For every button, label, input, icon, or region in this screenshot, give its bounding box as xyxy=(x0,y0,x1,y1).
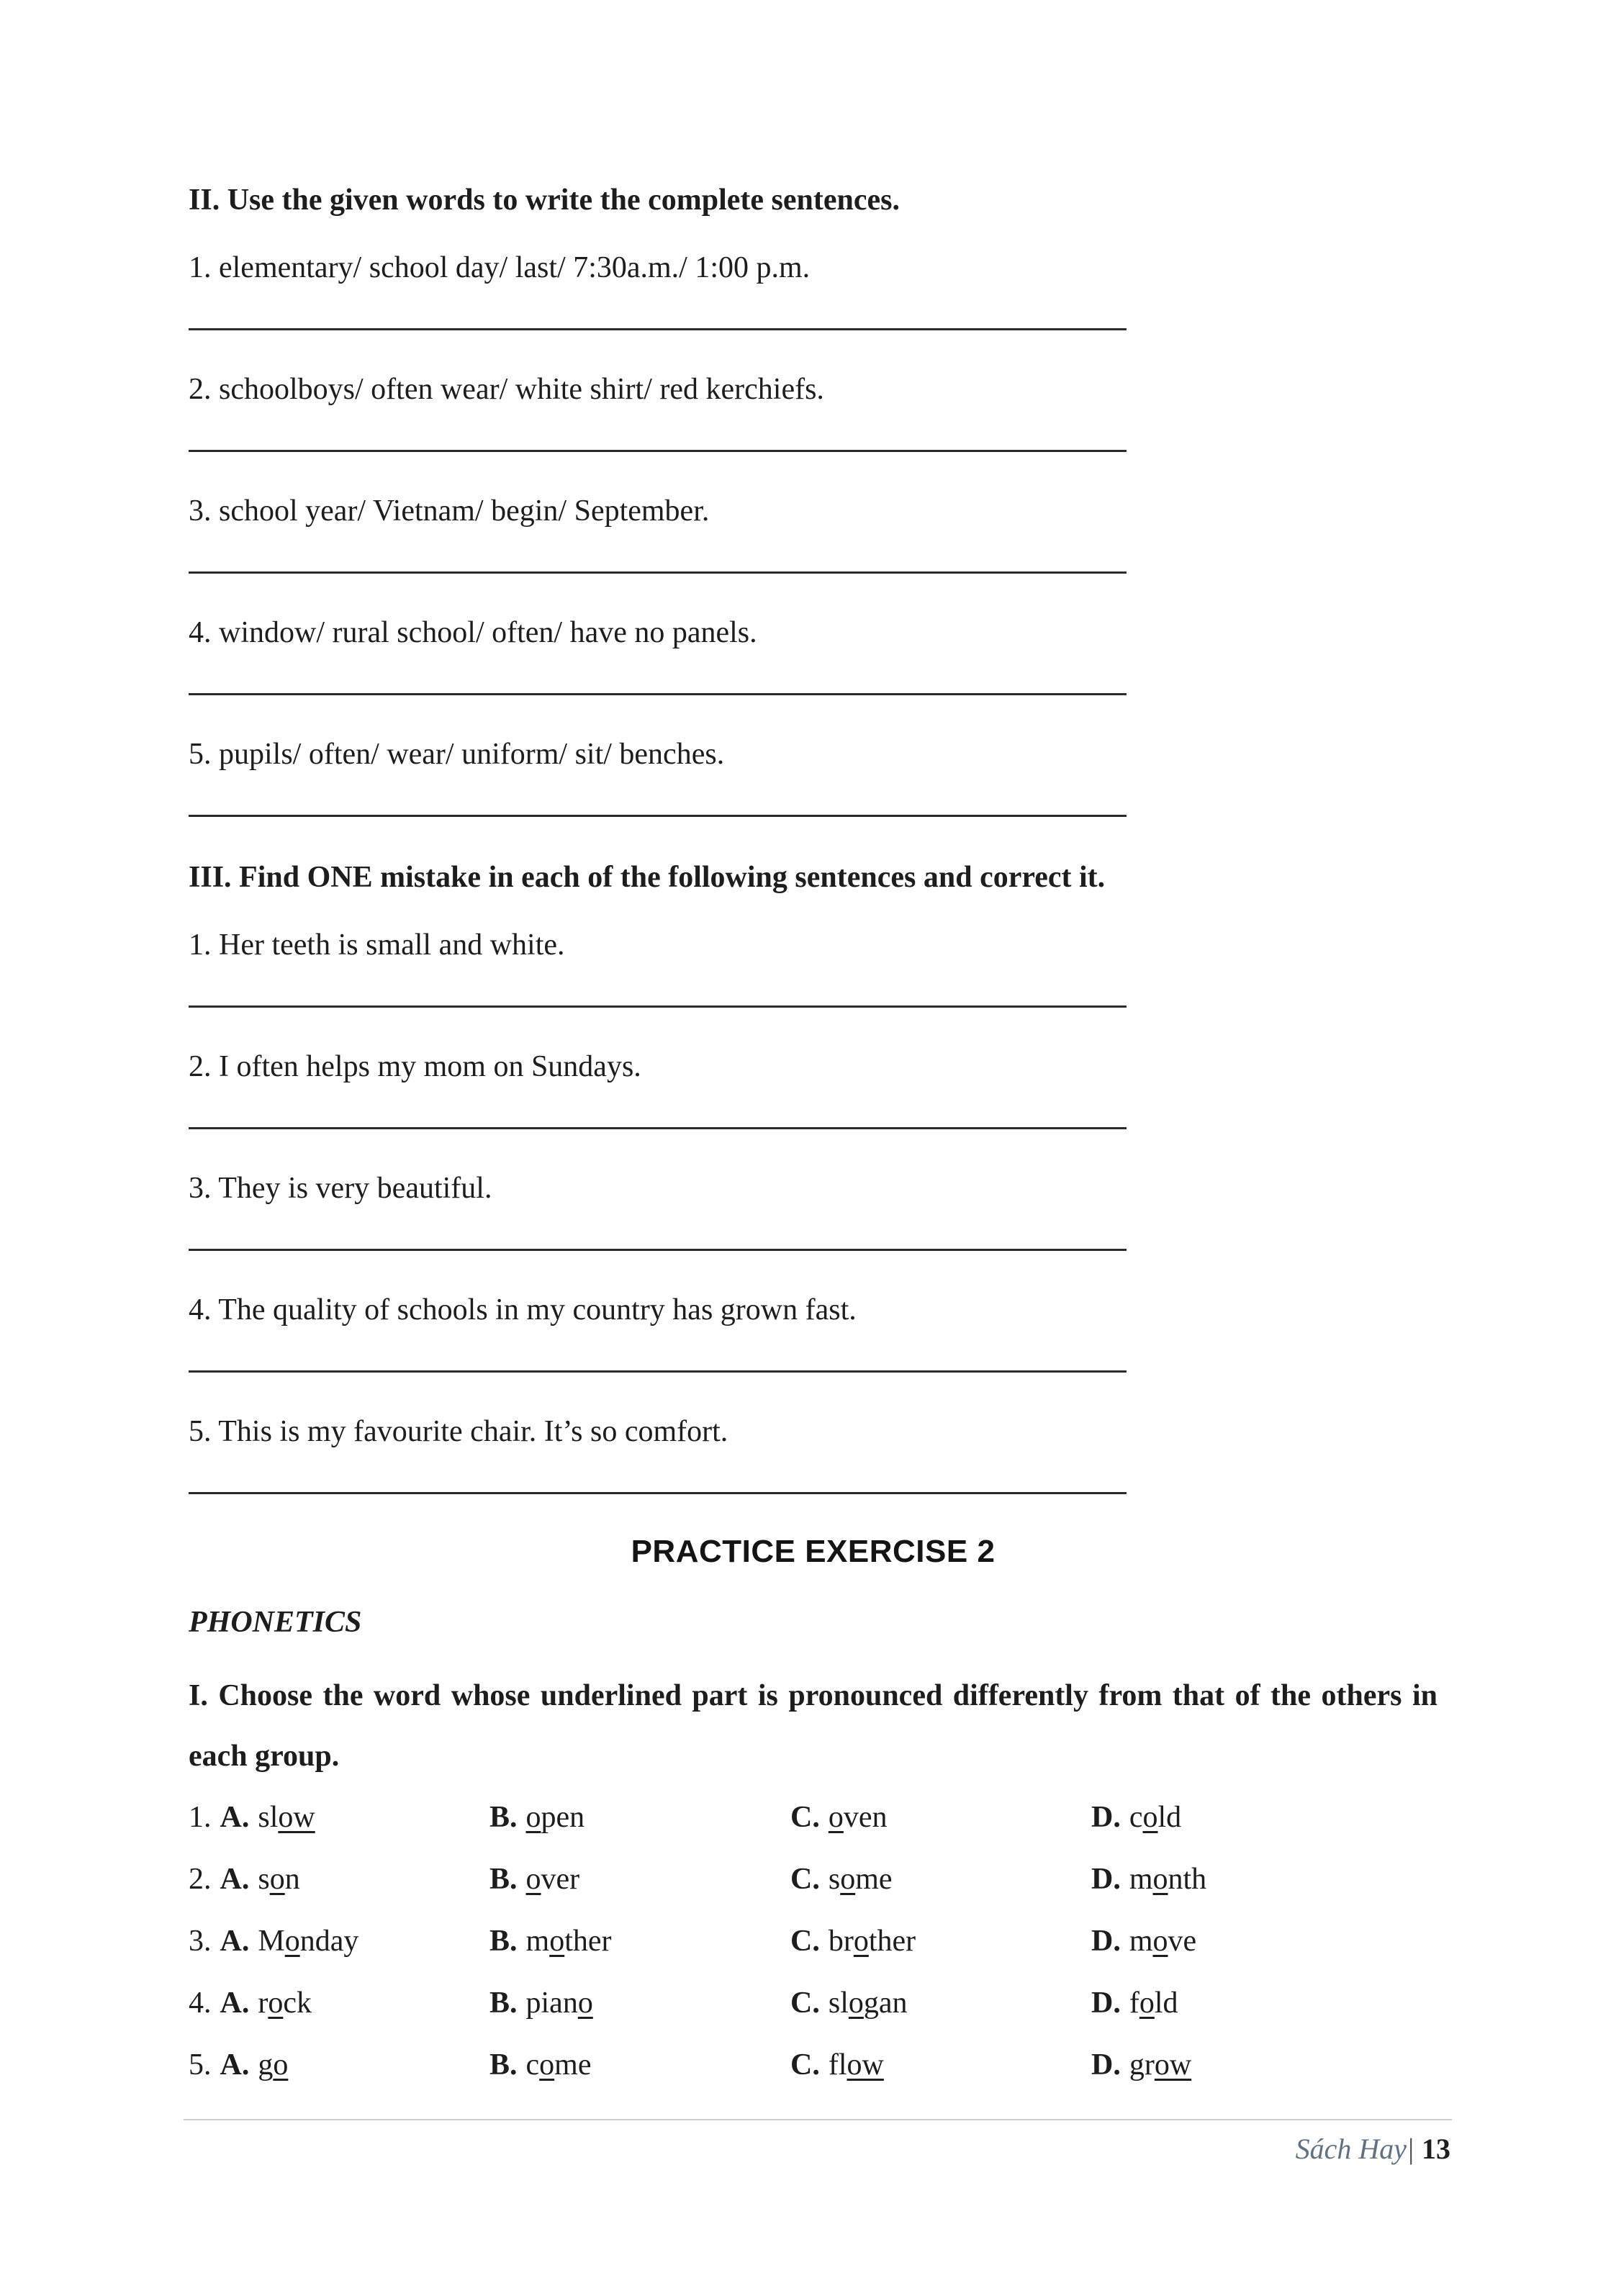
word-underlined: o xyxy=(848,1987,864,2020)
option-letter: B. xyxy=(489,1925,518,1958)
option-c xyxy=(790,2034,1091,2096)
answer-blank-line xyxy=(189,571,1127,574)
qa-item xyxy=(189,736,1437,817)
qa-item xyxy=(189,1413,1437,1494)
option-letter: C. xyxy=(790,2048,820,2082)
word-underlined: ow xyxy=(1154,2048,1192,2082)
option-b xyxy=(489,1786,790,1848)
word-pre: M xyxy=(258,1925,285,1958)
row-number: 1. xyxy=(189,1801,212,1834)
word-post: me xyxy=(855,1863,893,1896)
option-letter: C. xyxy=(790,1863,820,1896)
option-c xyxy=(790,1910,1091,1972)
footer-separator: | xyxy=(1407,2133,1414,2165)
qa-item xyxy=(189,926,1437,1008)
answer-blank-line xyxy=(189,1127,1127,1129)
qa-item xyxy=(189,1048,1437,1129)
prompt-sentence: 4. window/ rural school/ often/ have no panels. xyxy=(189,616,757,649)
qa-item xyxy=(189,614,1437,695)
option-d xyxy=(1091,1972,1437,2034)
word-pre: sl xyxy=(828,1987,849,2020)
page-number: 13 xyxy=(1422,2133,1450,2165)
word-post: nday xyxy=(299,1925,359,1958)
word-pre: pian xyxy=(525,1987,578,2020)
word-underlined: o xyxy=(539,2048,555,2082)
phonetics-row xyxy=(189,1910,1437,1972)
phonetics-row xyxy=(189,1786,1437,1848)
section-iii-items xyxy=(189,926,1437,1494)
word xyxy=(1129,1925,1196,1958)
option-letter: D. xyxy=(1091,2048,1121,2082)
row-number: 5. xyxy=(189,2048,212,2082)
prompt-sentence: 2. I often helps my mom on Sundays. xyxy=(189,1050,641,1083)
word-underlined: o xyxy=(269,1863,285,1896)
row-number: 4. xyxy=(189,1987,212,2020)
row-number: 3. xyxy=(189,1925,212,1958)
option-d xyxy=(1091,2034,1437,2096)
word xyxy=(1129,1987,1178,2020)
word-underlined: o xyxy=(525,1801,541,1834)
qa-item xyxy=(189,249,1437,330)
option-letter: C. xyxy=(790,1987,820,2020)
phonetics-instruction: I. Choose the word whose underlined part is pronounced differently from that of the others in each group. xyxy=(189,1679,1437,1773)
practice-exercise-title: PRACTICE EXERCISE 2 xyxy=(631,1534,996,1569)
word-underlined: ow xyxy=(278,1801,315,1834)
word-post: pen xyxy=(541,1801,585,1834)
qa-item xyxy=(189,371,1437,452)
phonetics-row xyxy=(189,1848,1437,1910)
answer-blank-line xyxy=(189,450,1127,452)
option-letter: A. xyxy=(220,1987,250,2020)
word-underlined: o xyxy=(1139,1987,1155,2020)
word-underlined: o xyxy=(577,1987,593,2020)
option-c xyxy=(790,1848,1091,1910)
word-pre: c xyxy=(525,2048,540,2082)
word-post: ther xyxy=(564,1925,612,1958)
word-post: ver xyxy=(541,1863,580,1896)
word xyxy=(258,2048,288,2082)
option-letter: A. xyxy=(220,1863,250,1896)
word-underlined: o xyxy=(268,1987,284,2020)
answer-blank-line xyxy=(189,693,1127,695)
row-number: 2. xyxy=(189,1863,212,1896)
word-pre: m xyxy=(1129,1925,1153,1958)
option-letter: C. xyxy=(790,1925,820,1958)
word-post: ld xyxy=(1157,1801,1182,1834)
word-pre: gr xyxy=(1129,2048,1155,2082)
word-pre: br xyxy=(828,1925,854,1958)
section-ii-heading: II. Use the given words to write the complete sentences. xyxy=(189,184,900,217)
section-ii-items xyxy=(189,249,1437,817)
option-d xyxy=(1091,1848,1437,1910)
prompt-sentence: 1. Her teeth is small and white. xyxy=(189,928,565,962)
word-post: ve xyxy=(1168,1925,1197,1958)
word-underlined: ow xyxy=(847,2048,884,2082)
word-underlined: o xyxy=(549,1925,565,1958)
page-footer xyxy=(1296,2132,1450,2166)
word-pre: m xyxy=(1129,1863,1153,1896)
word xyxy=(1129,1801,1181,1834)
word-underlined: o xyxy=(525,1863,541,1896)
word-post: ck xyxy=(283,1987,312,2020)
prompt-sentence: 5. pupils/ often/ wear/ uniform/ sit/ benches. xyxy=(189,738,725,771)
word-underlined: o xyxy=(273,2048,289,2082)
word xyxy=(829,1801,888,1834)
word-pre: g xyxy=(258,2048,274,2082)
word-pre: c xyxy=(1129,1801,1143,1834)
option-b xyxy=(489,2034,790,2096)
option-a xyxy=(189,1848,489,1910)
word xyxy=(258,1801,315,1834)
footer-divider xyxy=(184,2119,1452,2120)
option-letter: D. xyxy=(1091,1987,1121,2020)
option-letter: A. xyxy=(220,1925,250,1958)
word xyxy=(258,1987,312,2020)
word-underlined: o xyxy=(1152,1863,1168,1896)
word xyxy=(1129,2048,1191,2082)
option-d xyxy=(1091,1910,1437,1972)
word xyxy=(526,1987,593,2020)
phonetics-row xyxy=(189,1972,1437,2034)
word xyxy=(829,1987,908,2020)
word-underlined: o xyxy=(284,1925,300,1958)
prompt-sentence: 4. The quality of schools in my country has grown fast. xyxy=(189,1293,857,1326)
word xyxy=(829,2048,884,2082)
answer-blank-line xyxy=(189,328,1127,330)
footer-brand: Sách Hay xyxy=(1295,2133,1407,2165)
word xyxy=(258,1925,358,1958)
word-underlined: o xyxy=(1152,1925,1168,1958)
qa-item xyxy=(189,1170,1437,1251)
option-letter: B. xyxy=(489,2048,518,2082)
qa-item xyxy=(189,1291,1437,1373)
answer-blank-line xyxy=(189,1249,1127,1251)
word-pre: f xyxy=(1129,1987,1139,2020)
option-d xyxy=(1091,1786,1437,1848)
option-a xyxy=(189,1910,489,1972)
prompt-sentence: 2. schoolboys/ often wear/ white shirt/ red kerchiefs. xyxy=(189,373,824,406)
answer-blank-line xyxy=(189,1370,1127,1373)
word xyxy=(829,1925,916,1958)
word-underlined: o xyxy=(840,1863,856,1896)
word xyxy=(526,1801,585,1834)
phonetics-table xyxy=(189,1786,1437,2096)
prompt-sentence: 3. They is very beautiful. xyxy=(189,1172,492,1205)
word xyxy=(258,1863,299,1896)
answer-blank-line xyxy=(189,1492,1127,1494)
word-underlined: o xyxy=(828,1801,844,1834)
option-b xyxy=(489,1910,790,1972)
word-pre: s xyxy=(828,1863,841,1896)
option-letter: B. xyxy=(489,1801,518,1834)
word-post: n xyxy=(284,1863,300,1896)
option-a xyxy=(189,2034,489,2096)
answer-blank-line xyxy=(189,1005,1127,1008)
option-c xyxy=(790,1972,1091,2034)
option-letter: A. xyxy=(220,1801,250,1834)
option-letter: D. xyxy=(1091,1863,1121,1896)
word xyxy=(829,1863,893,1896)
word-post: me xyxy=(554,2048,592,2082)
word-pre: s xyxy=(258,1863,270,1896)
word xyxy=(526,1925,612,1958)
option-letter: B. xyxy=(489,1863,518,1896)
option-a xyxy=(189,1972,489,2034)
word-pre: m xyxy=(525,1925,550,1958)
word-post: nth xyxy=(1168,1863,1207,1896)
option-letter: B. xyxy=(489,1987,518,2020)
word xyxy=(526,2048,592,2082)
option-letter: A. xyxy=(220,2048,250,2082)
option-letter: D. xyxy=(1091,1801,1121,1834)
word-post: ven xyxy=(843,1801,888,1834)
word-post: gan xyxy=(863,1987,908,2020)
phonetics-label: PHONETICS xyxy=(189,1606,362,1639)
word-post: ld xyxy=(1154,1987,1178,2020)
option-letter: D. xyxy=(1091,1925,1121,1958)
option-b xyxy=(489,1972,790,2034)
phonetics-row xyxy=(189,2034,1437,2096)
word xyxy=(1129,1863,1206,1896)
section-iii-heading: III. Find ONE mistake in each of the following sentences and correct it. xyxy=(189,861,1106,894)
prompt-sentence: 3. school year/ Vietnam/ begin/ September. xyxy=(189,494,710,528)
prompt-sentence: 5. This is my favourite chair. It’s so comfort. xyxy=(189,1415,728,1448)
option-a xyxy=(189,1786,489,1848)
word-post: ther xyxy=(868,1925,916,1958)
option-letter: C. xyxy=(790,1801,820,1834)
word-pre: fl xyxy=(828,2048,847,2082)
word-pre: sl xyxy=(258,1801,279,1834)
qa-item xyxy=(189,492,1437,574)
answer-blank-line xyxy=(189,815,1127,817)
word-underlined: o xyxy=(853,1925,869,1958)
word-pre: r xyxy=(258,1987,268,2020)
word-underlined: o xyxy=(1142,1801,1158,1834)
prompt-sentence: 1. elementary/ school day/ last/ 7:30a.m./ 1:00 p.m. xyxy=(189,251,811,284)
word xyxy=(526,1863,580,1896)
option-c xyxy=(790,1786,1091,1848)
option-b xyxy=(489,1848,790,1910)
